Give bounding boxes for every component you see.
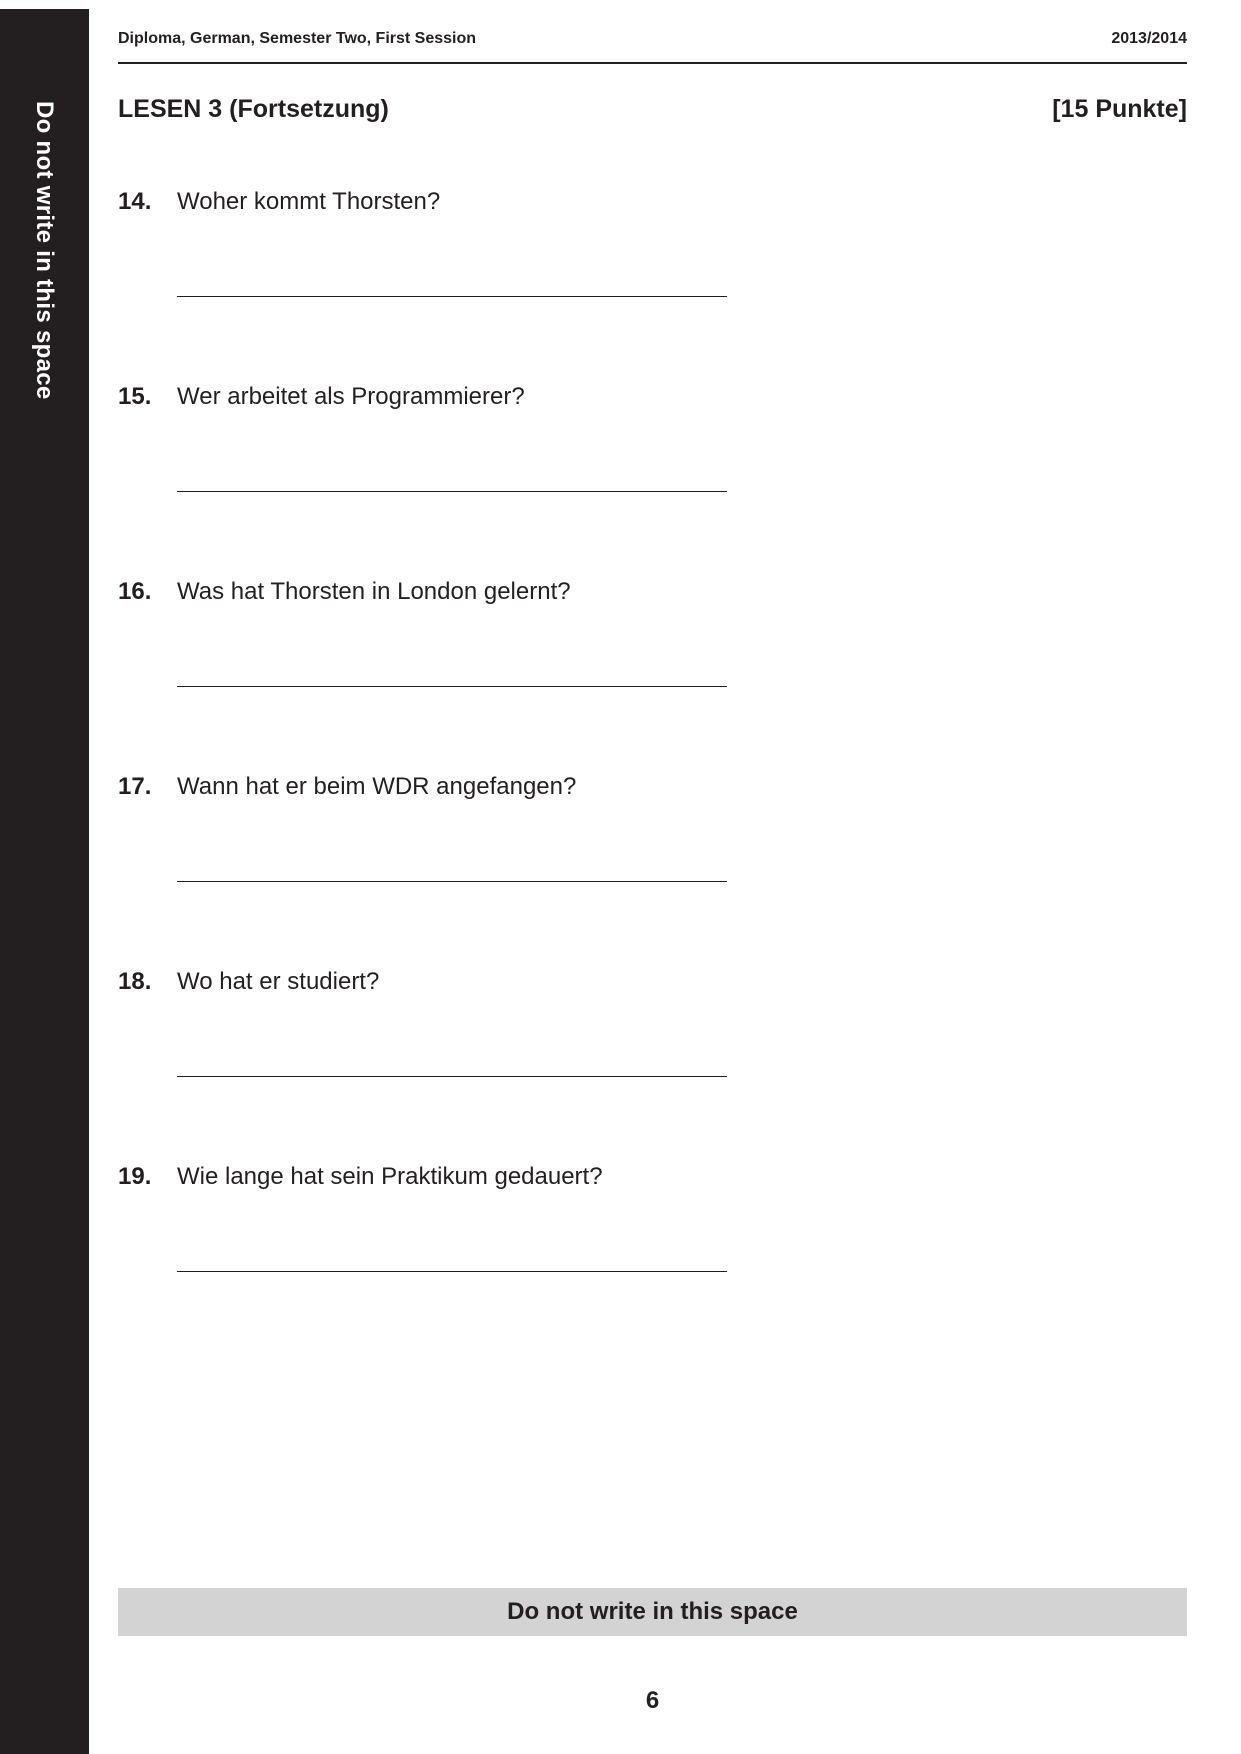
question-number: 17.: [118, 773, 152, 800]
question-16: [118, 578, 898, 698]
question-15: [118, 383, 898, 503]
answer-line[interactable]: [177, 881, 727, 882]
answer-line[interactable]: [177, 686, 727, 687]
question-number: 16.: [118, 578, 152, 605]
page-header: [118, 28, 1187, 64]
answer-line[interactable]: [177, 296, 727, 297]
question-number: 15.: [118, 383, 152, 410]
answer-line[interactable]: [177, 491, 727, 492]
question-number: 19.: [118, 1163, 152, 1190]
answer-line[interactable]: [177, 1271, 727, 1272]
question-text: Wo hat er studiert?: [177, 968, 380, 995]
question-text: Wie lange hat sein Praktikum gedauert?: [177, 1163, 603, 1190]
question-number: 18.: [118, 968, 152, 995]
question-17: [118, 773, 898, 893]
section-points: [15 Punkte]: [1052, 95, 1187, 123]
question-text: Wer arbeitet als Programmierer?: [177, 383, 525, 410]
question-number: 14.: [118, 188, 152, 215]
academic-year: 2013/2014: [1111, 30, 1187, 47]
question-18: [118, 968, 898, 1088]
page-number: 6: [645, 1687, 660, 1714]
question-text: Woher kommt Thorsten?: [177, 188, 441, 215]
question-text: Wann hat er beim WDR angefangen?: [177, 773, 577, 800]
question-19: [118, 1163, 898, 1283]
margin-bar: [0, 9, 89, 1754]
question-14: [118, 188, 898, 308]
footer-notice-band: Do not write in this space: [118, 1588, 1187, 1636]
section-title: LESEN 3 (Fortsetzung): [118, 95, 389, 123]
question-text: Was hat Thorsten in London gelernt?: [177, 578, 571, 605]
course-title: Diploma, German, Semester Two, First Session: [118, 30, 477, 47]
margin-notice: Do not write in this space: [31, 101, 58, 400]
answer-line[interactable]: [177, 1076, 727, 1077]
